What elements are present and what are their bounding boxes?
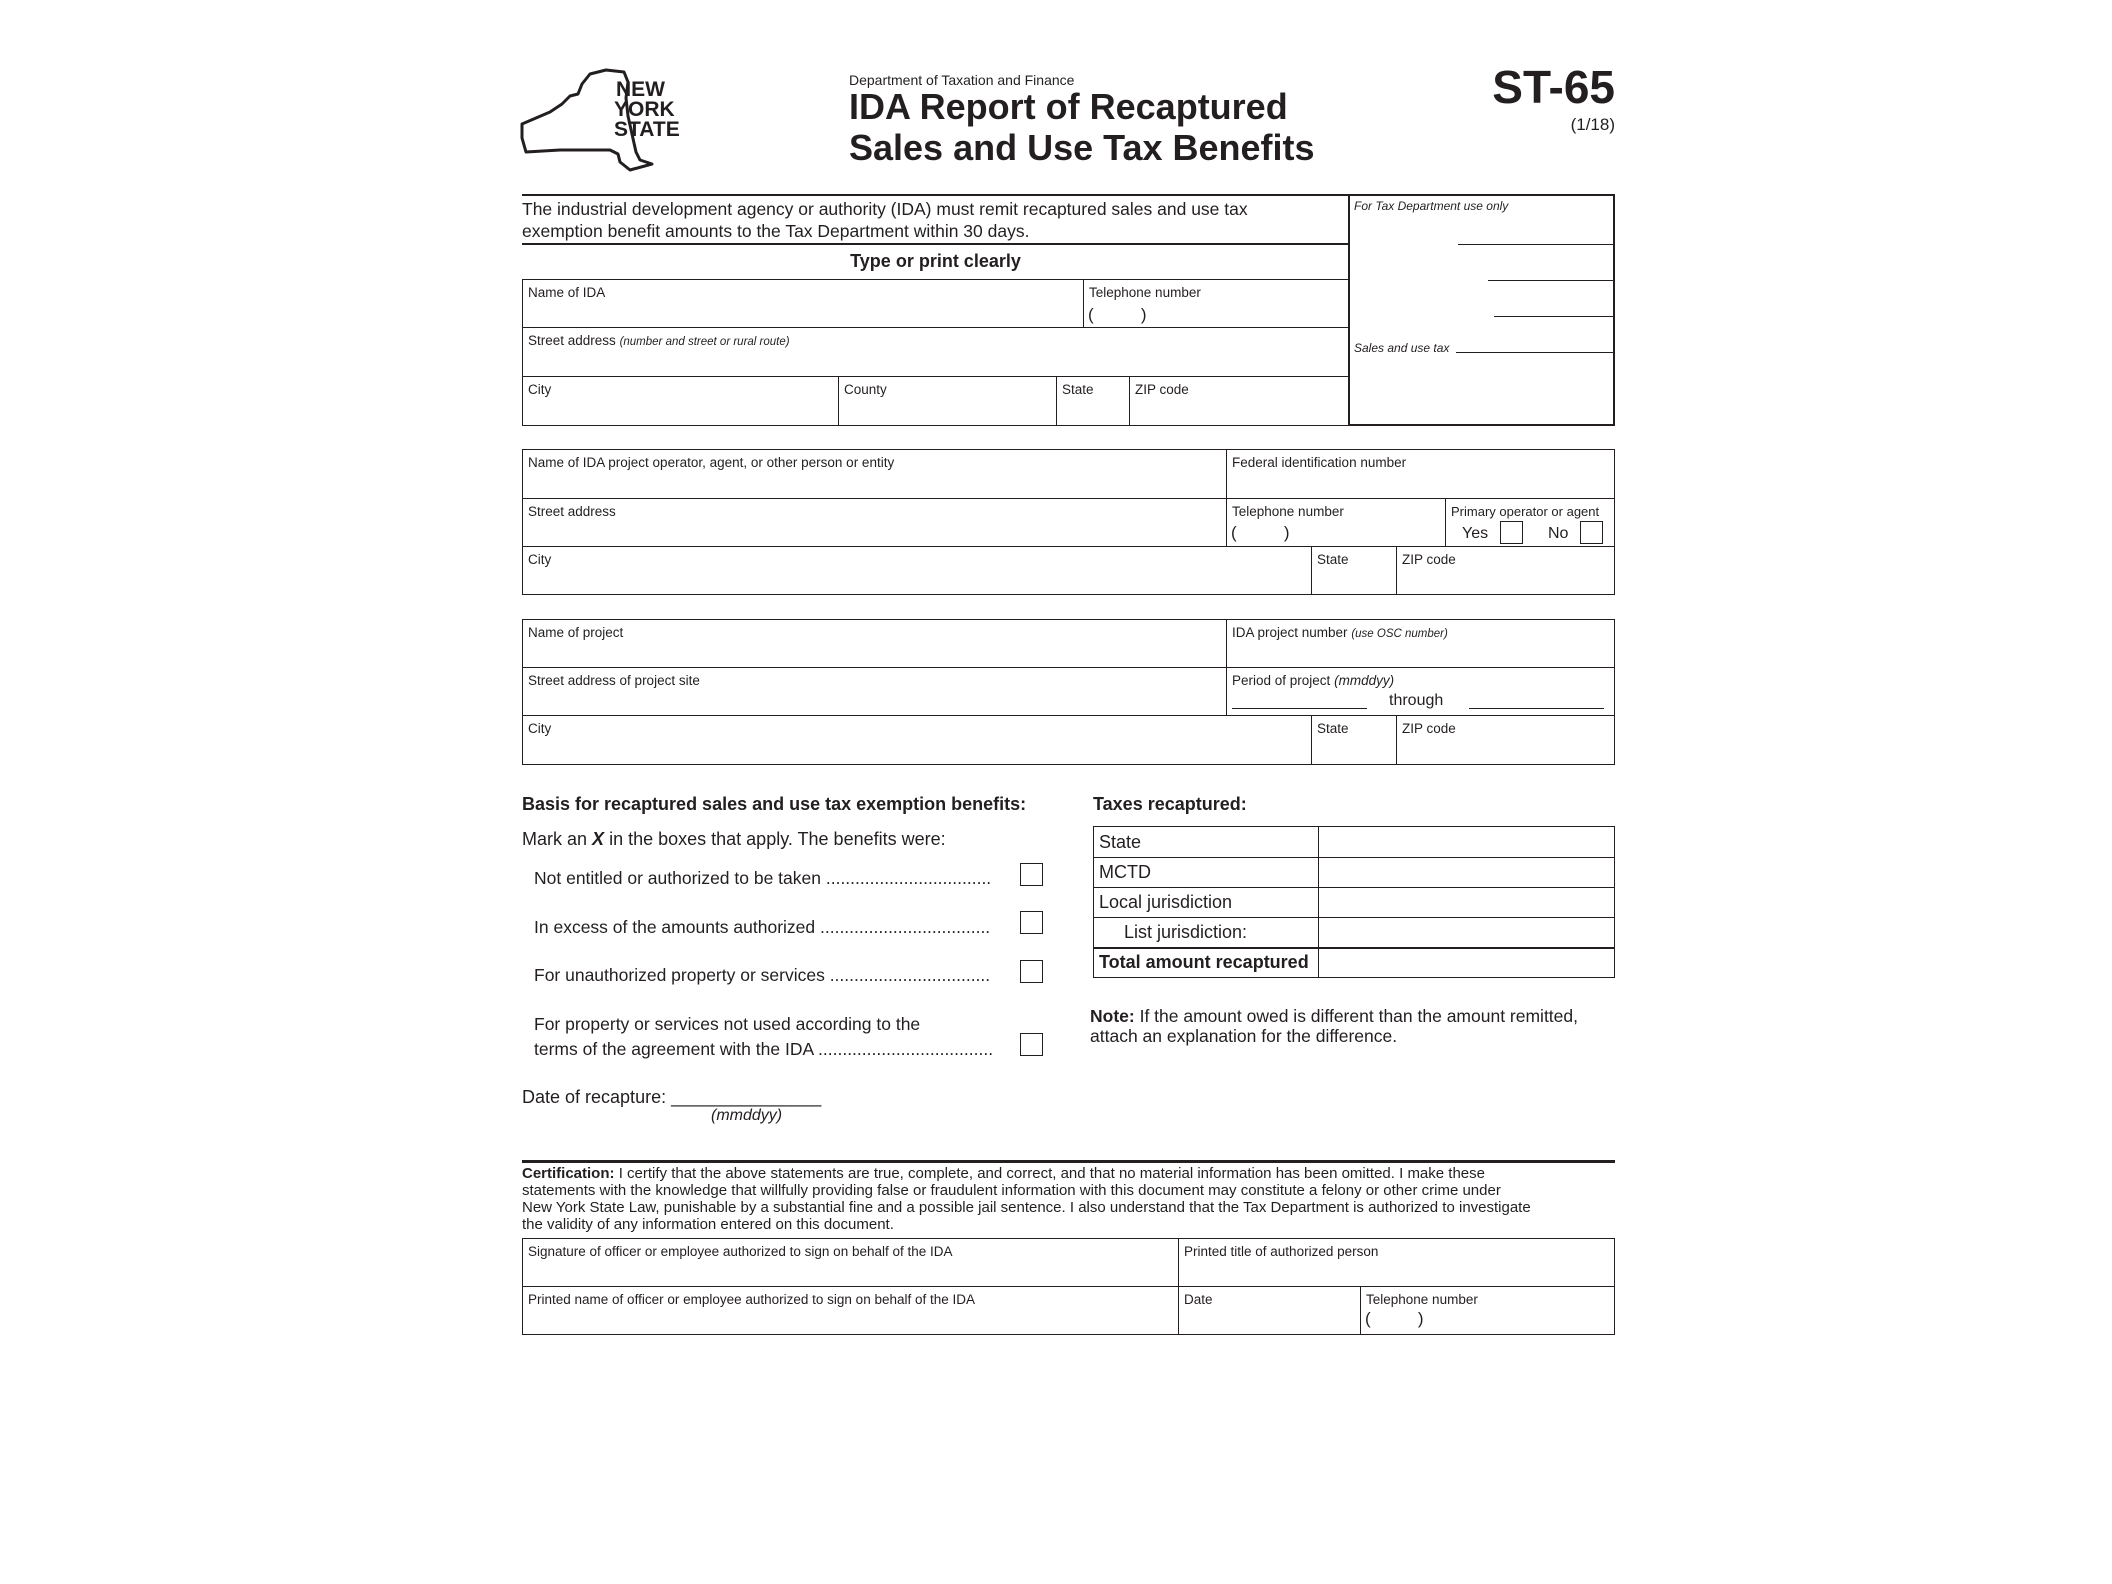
- nys-logo: [520, 68, 690, 174]
- cert-date-field[interactable]: [1178, 1286, 1361, 1335]
- mark-prefix: Mark an: [522, 829, 588, 849]
- type-print-clearly: Type or print clearly: [850, 251, 1021, 271]
- intro-line1: The industrial development agency or authority (IDA) must remit recaptured sales and use tax: [522, 199, 1248, 219]
- cert-phone-parens: ( ): [1365, 1309, 1424, 1328]
- ida-street-label: Street address: [528, 333, 616, 348]
- taxes-table: [1093, 826, 1615, 978]
- taxes-note-line1: [1090, 1006, 1578, 1027]
- form-revision: (1/18): [1570, 115, 1615, 134]
- certification-line4: the validity of any information entered on this document.: [522, 1216, 894, 1233]
- ida-phone-label: Telephone number: [1089, 285, 1201, 300]
- cert-phone-field[interactable]: [1360, 1286, 1615, 1335]
- ida-street-field[interactable]: [522, 327, 1349, 377]
- project-street-field[interactable]: [522, 667, 1227, 716]
- operator-zip-label: ZIP code: [1402, 552, 1456, 567]
- printed-name-field[interactable]: [522, 1286, 1179, 1335]
- certification-rule: [522, 1160, 1615, 1163]
- signature-field[interactable]: [522, 1238, 1179, 1287]
- basis-item-1-label: Not entitled or authorized to be taken ..................................: [534, 868, 992, 888]
- project-city-label: City: [528, 721, 552, 736]
- operator-phone-field[interactable]: [1226, 498, 1446, 547]
- taxes-note-line2: attach an explanation for the difference.: [1090, 1026, 1398, 1046]
- project-number-hint: (use OSC number): [1351, 628, 1448, 640]
- operator-fein-label: Federal identification number: [1232, 455, 1407, 470]
- ida-phone-field[interactable]: [1083, 279, 1349, 328]
- basis-heading: Basis for recaptured sales and use tax exemption benefits:: [522, 794, 1027, 814]
- operator-street-label: Street address: [528, 504, 616, 519]
- tax-local-input[interactable]: [1319, 888, 1614, 917]
- basis-item-4-label-line1: For property or services not used according to the: [534, 1014, 921, 1034]
- certification-bold: Certification:: [522, 1165, 615, 1182]
- primary-no-checkbox[interactable]: [1580, 521, 1603, 544]
- taxes-note-text: If the amount owed is different than the amount remitted,: [1139, 1006, 1578, 1026]
- project-period-label: Period of project: [1232, 673, 1331, 688]
- basis-item-2-label: In excess of the amounts authorized ...................................: [534, 917, 991, 937]
- form-number: ST-65: [1492, 61, 1615, 113]
- date-of-recapture-hint: (mmddyy): [711, 1107, 783, 1124]
- form-title-line1: IDA Report of Recaptured: [849, 86, 1288, 127]
- ida-zip-field[interactable]: [1129, 376, 1349, 426]
- operator-name-field[interactable]: [522, 449, 1227, 499]
- primary-operator-field: [1445, 498, 1615, 547]
- mark-suffix: in the boxes that apply. The benefits were:: [609, 829, 946, 849]
- project-state-field[interactable]: [1311, 715, 1397, 765]
- tax-dept-line-1: [1458, 244, 1613, 245]
- project-period-hint: (mmddyy): [1334, 673, 1395, 688]
- tax-list-input[interactable]: [1319, 918, 1614, 947]
- primary-yes-checkbox[interactable]: [1500, 521, 1523, 544]
- printed-title-label: Printed title of authorized person: [1184, 1244, 1379, 1259]
- taxes-row-local-label: Local jurisdiction: [1099, 892, 1233, 912]
- mark-x: X: [592, 829, 605, 849]
- tax-dept-line-2: [1488, 280, 1613, 281]
- project-zip-label: ZIP code: [1402, 721, 1456, 736]
- tax-dept-line-4: [1456, 352, 1613, 353]
- basis-item-4-checkbox[interactable]: [1020, 1033, 1043, 1056]
- ida-county-label: County: [844, 382, 887, 397]
- intro-rule: [522, 243, 1349, 245]
- project-street-label: Street address of project site: [528, 673, 700, 688]
- ida-state-field[interactable]: [1056, 376, 1130, 426]
- operator-state-label: State: [1317, 552, 1349, 567]
- project-number-label: IDA project number: [1232, 625, 1348, 640]
- primary-no-label: No: [1548, 525, 1569, 542]
- taxes-row-total-label: Total amount recaptured: [1099, 952, 1309, 972]
- period-start-line[interactable]: [1232, 708, 1367, 709]
- form-title-line2: Sales and Use Tax Benefits: [849, 127, 1315, 168]
- basis-item-4-label-line2: terms of the agreement with the IDA ....................................: [534, 1039, 994, 1059]
- signature-label: Signature of officer or employee authorized to sign on behalf of the IDA: [528, 1244, 953, 1259]
- primary-operator-label: Primary operator or agent: [1451, 504, 1600, 519]
- ida-city-label: City: [528, 382, 552, 397]
- basis-item-1-checkbox[interactable]: [1020, 863, 1043, 886]
- operator-name-label: Name of IDA project operator, agent, or other person or entity: [528, 455, 895, 470]
- project-name-label: Name of project: [528, 625, 624, 640]
- ida-street-hint: (number and street or rural route): [619, 336, 790, 348]
- operator-zip-field[interactable]: [1396, 546, 1615, 595]
- tax-dept-title: For Tax Department use only: [1354, 199, 1509, 213]
- printed-name-label: Printed name of officer or employee authorized to sign on behalf of the IDA: [528, 1292, 976, 1307]
- basis-item-3-label: For unauthorized property or services .................................: [534, 965, 991, 985]
- certification-line3: New York State Law, punishable by a substantial fine and a possible jail sentence. I also understand that the Tax Department is authorized to investigate: [522, 1199, 1531, 1216]
- certification-line1: [522, 1165, 1485, 1182]
- printed-title-field[interactable]: [1178, 1238, 1615, 1287]
- basis-item-3-checkbox[interactable]: [1020, 960, 1043, 983]
- taxes-row-list-label: List jurisdiction:: [1124, 922, 1248, 942]
- period-through: through: [1389, 692, 1444, 709]
- taxes-row-state-label: State: [1099, 832, 1142, 852]
- department-name: Department of Taxation and Finance: [849, 72, 1075, 88]
- operator-phone-label: Telephone number: [1232, 504, 1344, 519]
- taxes-note-bold: Note:: [1090, 1006, 1135, 1026]
- tax-total-input[interactable]: [1319, 949, 1614, 977]
- project-period-field: [1226, 667, 1615, 716]
- ida-name-label: Name of IDA: [528, 285, 606, 300]
- ida-zip-label: ZIP code: [1135, 382, 1189, 397]
- project-zip-field[interactable]: [1396, 715, 1615, 765]
- tax-dept-line-3: [1494, 316, 1613, 317]
- cert-date-label: Date: [1184, 1292, 1213, 1307]
- sales-use-tax-label: Sales and use tax: [1354, 341, 1450, 355]
- operator-fein-field[interactable]: [1226, 449, 1615, 499]
- tax-dept-use-box: [1348, 194, 1615, 426]
- ida-state-label: State: [1062, 382, 1094, 397]
- logo-word-state: STATE: [614, 118, 680, 141]
- operator-state-field[interactable]: [1311, 546, 1397, 595]
- logo-word-new: NEW: [616, 78, 665, 101]
- operator-phone-parens: ( ): [1231, 523, 1290, 542]
- ida-name-field[interactable]: [522, 279, 1084, 328]
- date-of-recapture-field[interactable]: Date of recapture: _______________: [522, 1087, 822, 1107]
- basis-item-2-checkbox[interactable]: [1020, 911, 1043, 934]
- operator-city-label: City: [528, 552, 552, 567]
- project-state-label: State: [1317, 721, 1349, 736]
- ida-city-field[interactable]: [522, 376, 839, 426]
- period-end-line[interactable]: [1469, 708, 1604, 709]
- logo-word-york: YORK: [614, 98, 675, 121]
- operator-street-field[interactable]: [522, 498, 1227, 547]
- project-number-field[interactable]: [1226, 619, 1615, 668]
- certification-line2: statements with the knowledge that willfully providing false or fraudulent information with this document may constitute a felony or other crime under: [522, 1182, 1501, 1199]
- taxes-row-mctd-label: MCTD: [1099, 862, 1151, 882]
- project-city-field[interactable]: [522, 715, 1312, 765]
- intro-line2: exemption benefit amounts to the Tax Department within 30 days.: [522, 221, 1030, 241]
- cert-phone-label: Telephone number: [1366, 1292, 1478, 1307]
- ida-phone-parens: ( ): [1088, 305, 1147, 324]
- top-rule: [522, 194, 1349, 196]
- tax-state-input[interactable]: [1319, 827, 1614, 857]
- mark-instructions: [522, 829, 946, 850]
- tax-mctd-input[interactable]: [1319, 858, 1614, 887]
- ida-county-field[interactable]: [838, 376, 1057, 426]
- primary-yes-label: Yes: [1462, 525, 1489, 542]
- certification-text1: I certify that the above statements are true, complete, and correct, and that no material information has been omitted. I make these: [618, 1165, 1485, 1182]
- project-name-field[interactable]: [522, 619, 1227, 668]
- taxes-heading: Taxes recaptured:: [1093, 794, 1247, 814]
- operator-city-field[interactable]: [522, 546, 1312, 595]
